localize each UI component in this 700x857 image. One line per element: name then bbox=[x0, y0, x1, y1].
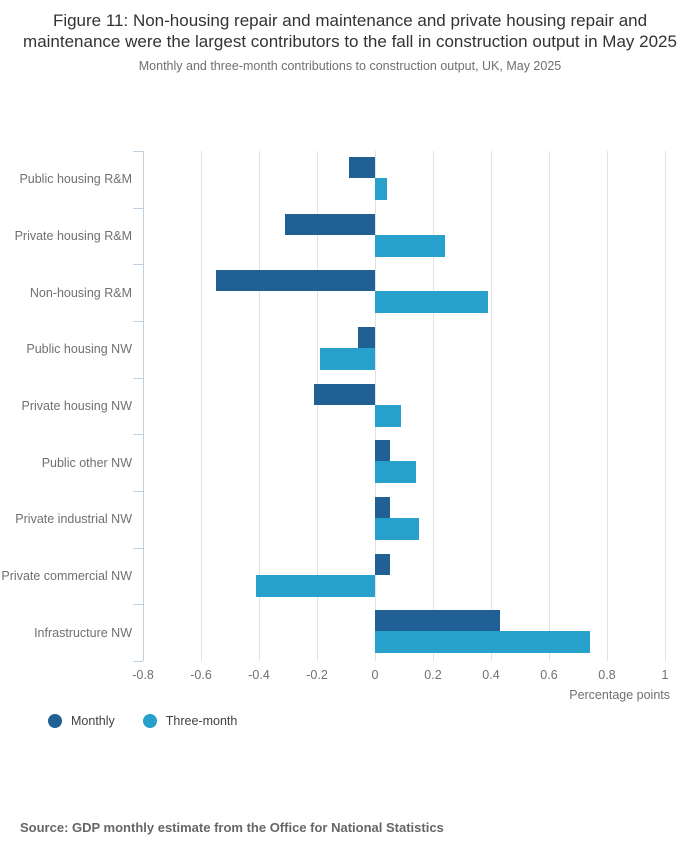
figure-subtitle: Monthly and three-month contributions to construction output, UK, May 2025 bbox=[138, 59, 562, 73]
x-tick-label: 0.8 bbox=[598, 668, 616, 682]
bar-three-month-private-housing-r-m[interactable] bbox=[375, 235, 445, 257]
bar-monthly-infrastructure-nw[interactable] bbox=[375, 610, 500, 631]
monthly-series-dot-icon bbox=[48, 714, 62, 728]
x-tick-label: -0.8 bbox=[132, 668, 154, 682]
x-tick-label: -0.2 bbox=[306, 668, 328, 682]
category-label-public-housing-nw: Public housing NW bbox=[26, 342, 132, 357]
x-tick-label: -0.6 bbox=[190, 668, 212, 682]
y-axis-tick bbox=[133, 151, 143, 152]
bar-monthly-non-housing-r-m[interactable] bbox=[216, 270, 376, 291]
y-axis-line bbox=[143, 151, 144, 661]
legend-item-three-month[interactable] bbox=[143, 714, 238, 728]
gridline bbox=[491, 151, 492, 661]
x-tick-label: 0.6 bbox=[540, 668, 558, 682]
bar-monthly-public-housing-r-m[interactable] bbox=[349, 157, 375, 178]
bar-three-month-private-industrial-nw[interactable] bbox=[375, 518, 419, 540]
category-label-private-housing-r-m: Private housing R&M bbox=[14, 228, 132, 243]
bar-three-month-infrastructure-nw[interactable] bbox=[375, 631, 590, 653]
y-axis-tick bbox=[133, 264, 143, 265]
bar-three-month-private-housing-nw[interactable] bbox=[375, 405, 401, 427]
chart-legend bbox=[48, 714, 237, 728]
bar-monthly-private-industrial-nw[interactable] bbox=[375, 497, 390, 518]
legend-item-monthly[interactable] bbox=[48, 714, 115, 728]
gridline bbox=[665, 151, 666, 661]
category-label-private-industrial-nw: Private industrial NW bbox=[15, 512, 132, 527]
category-label-public-other-nw: Public other NW bbox=[41, 455, 132, 470]
y-axis-tick bbox=[133, 321, 143, 322]
legend-label-three-month: Three-month bbox=[165, 714, 238, 728]
y-axis-tick bbox=[133, 208, 143, 209]
gridline bbox=[433, 151, 434, 661]
bar-three-month-public-housing-nw[interactable] bbox=[320, 348, 375, 370]
y-axis-tick bbox=[133, 604, 143, 605]
category-label-private-commercial-nw: Private commercial NW bbox=[1, 568, 132, 583]
category-label-private-housing-nw: Private housing NW bbox=[21, 398, 132, 413]
bar-three-month-public-other-nw[interactable] bbox=[375, 461, 416, 483]
x-axis-title: Percentage points bbox=[569, 688, 670, 702]
bar-three-month-private-commercial-nw[interactable] bbox=[256, 575, 375, 597]
y-axis-tick bbox=[133, 491, 143, 492]
three-month-series-dot-icon bbox=[143, 714, 157, 728]
bar-three-month-public-housing-r-m[interactable] bbox=[375, 178, 387, 200]
x-tick-label: 0.4 bbox=[482, 668, 500, 682]
x-tick-label: -0.4 bbox=[248, 668, 270, 682]
source-note: Source: GDP monthly estimate from the Office for National Statistics bbox=[20, 820, 444, 835]
x-tick-label: 0 bbox=[371, 668, 379, 682]
y-axis-tick bbox=[133, 378, 143, 379]
bar-three-month-non-housing-r-m[interactable] bbox=[375, 291, 488, 313]
x-tick-label: 0.2 bbox=[424, 668, 442, 682]
bar-monthly-private-commercial-nw[interactable] bbox=[375, 554, 390, 575]
figure-title: Figure 11: Non-housing repair and maintenance and private housing repair and maintenance were the largest contributors to the fall in construction output in May 2025 bbox=[23, 11, 677, 51]
gridline bbox=[201, 151, 202, 661]
legend-label-monthly: Monthly bbox=[71, 714, 115, 728]
gridline bbox=[549, 151, 550, 661]
category-label-infrastructure-nw: Infrastructure NW bbox=[34, 625, 132, 640]
x-tick-label: 1 bbox=[661, 668, 669, 682]
bar-monthly-public-housing-nw[interactable] bbox=[358, 327, 375, 348]
category-label-non-housing-r-m: Non-housing R&M bbox=[29, 285, 132, 300]
gridline bbox=[607, 151, 608, 661]
bar-monthly-private-housing-r-m[interactable] bbox=[285, 214, 375, 235]
bar-monthly-private-housing-nw[interactable] bbox=[314, 384, 375, 405]
y-axis-tick bbox=[133, 548, 143, 549]
bar-monthly-public-other-nw[interactable] bbox=[375, 440, 390, 461]
category-label-public-housing-r-m: Public housing R&M bbox=[19, 172, 132, 187]
y-axis-tick bbox=[133, 661, 143, 662]
y-axis-tick bbox=[133, 434, 143, 435]
